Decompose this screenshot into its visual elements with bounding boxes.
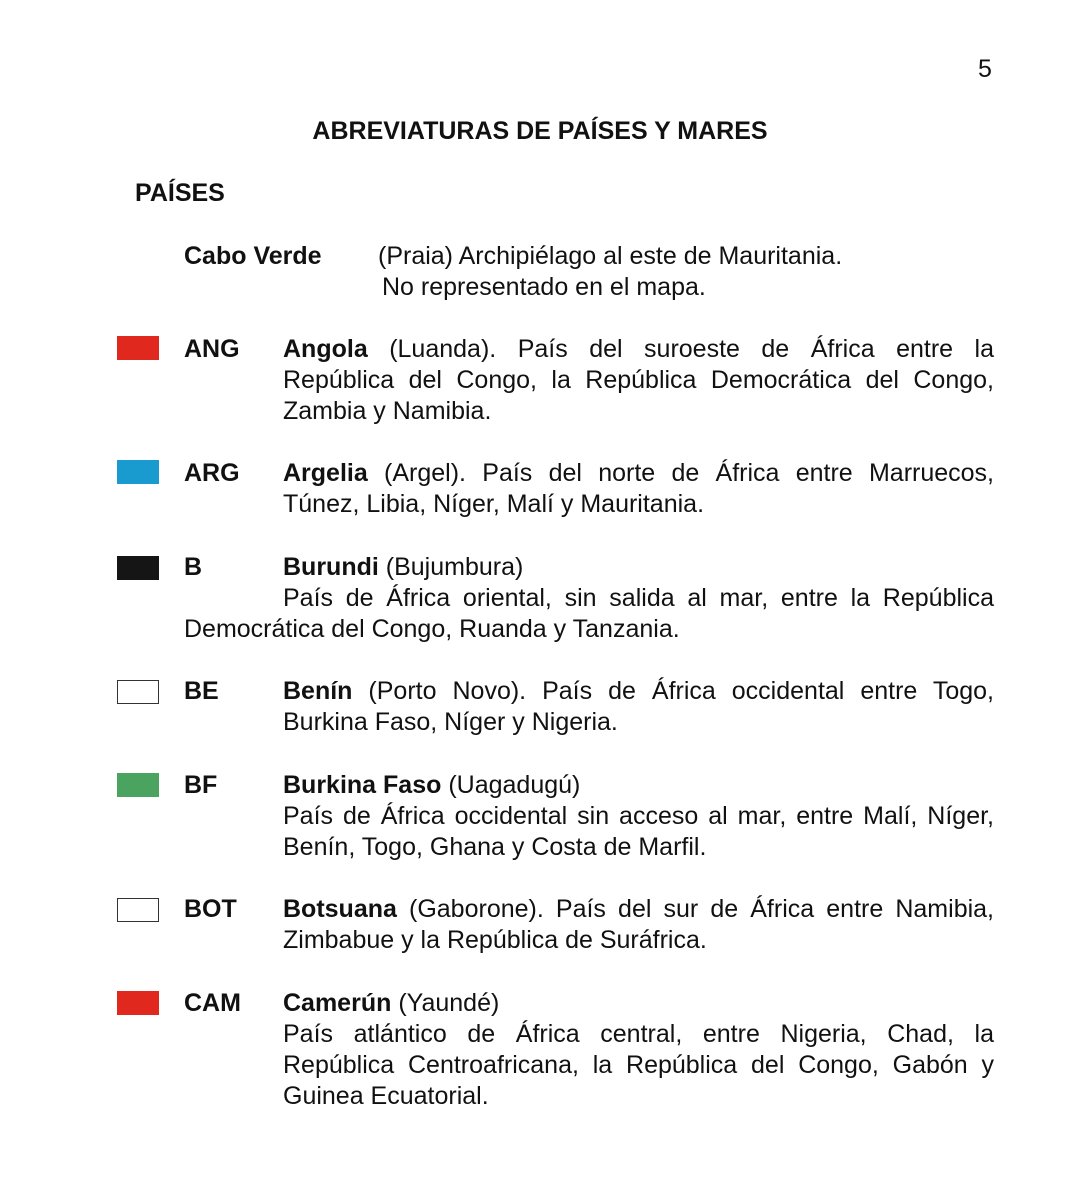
country-name: Burkina Faso [283,771,442,799]
entry-b [283,552,994,583]
abbr-cam: CAM [184,989,241,1017]
entry-cam [283,988,994,1112]
abbr-b: B [184,553,203,581]
country-text: (Uagadugú) [441,771,581,799]
entry-bf [283,770,994,863]
page-title: ABREVIATURAS DE PAÍSES Y MARES [312,117,768,145]
entry-arg [283,458,994,520]
color-swatch-ang [117,336,159,360]
abbr-be: BE [184,677,219,705]
cabo-verde-name: Cabo Verde [184,242,322,270]
country-text: (Yaundé) [391,989,500,1017]
entry-bot [283,894,994,956]
country-text: (Porto Novo). País de África occidental entre Togo, Burkina Faso, Níger y Nigeria. [283,677,994,736]
country-name: Angola [283,335,368,363]
entry-be [283,676,994,738]
country-name: Benín [283,677,353,705]
color-swatch-bf [117,773,159,797]
abbr-bot: BOT [184,895,237,923]
cabo-verde-text2: No representado en el mapa. [382,273,706,301]
color-swatch-cam [117,991,159,1015]
section-heading: PAÍSES [135,179,225,207]
color-swatch-bot [117,898,159,922]
color-swatch-b [117,556,159,580]
entry-b-desc: País de África oriental, sin salida al mar, entre la República Democrática del Congo, Ruanda y Tanzania. [184,584,994,643]
country-name: Burundi [283,553,379,581]
abbr-bf: BF [184,771,218,799]
country-text: (Argel). País del norte de África entre Marruecos, Túnez, Libia, Níger, Malí y Mauritania. [283,459,994,518]
abbr-arg: ARG [184,459,240,487]
page-number: 5 [978,55,992,83]
country-text: (Gaborone). País del sur de África entre Namibia, Zimbabue y la República de Suráfrica. [283,895,994,954]
color-swatch-arg [117,460,159,484]
entry-ang [283,334,994,427]
country-name: Botsuana [283,895,397,923]
cabo-verde-text: (Praia) Archipiélago al este de Mauritania. [378,242,843,270]
country-desc: País de África occidental sin acceso al mar, entre Malí, Níger, Benín, Togo, Ghana y Costa de Marfil. [283,802,994,861]
country-desc: País atlántico de África central, entre Nigeria, Chad, la República Centroafricana, la República del Congo, Gabón y Guinea Ecuatorial. [283,1020,994,1110]
abbr-ang: ANG [184,335,240,363]
country-text: (Bujumbura) [378,553,524,581]
color-swatch-be [117,680,159,704]
country-text: (Luanda). País del suroeste de África entre la República del Congo, la República Democrática del Congo, Zambia y Namibia. [283,335,994,425]
country-name: Argelia [283,459,368,487]
country-name: Camerún [283,989,392,1017]
